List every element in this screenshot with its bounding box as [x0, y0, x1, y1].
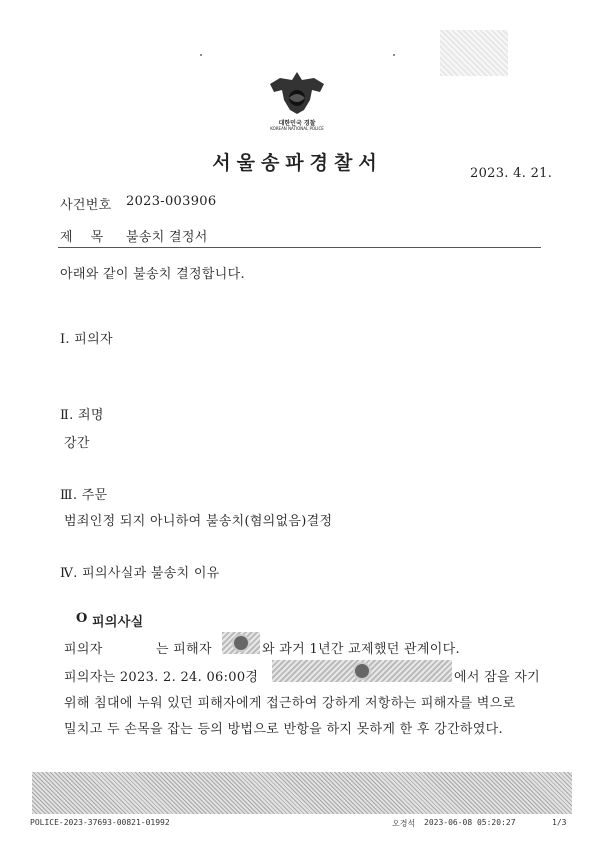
section-2-body: 강간: [64, 436, 90, 451]
dot-mark: [200, 54, 202, 56]
footer-officer-name: 오경석: [392, 819, 416, 828]
corner-stamp: [440, 30, 508, 76]
seal-icon: [353, 662, 371, 680]
police-emblem-logo: [262, 70, 332, 118]
document-date: 2023. 4. 21.: [470, 166, 553, 181]
section-2-title: Ⅱ. 죄명: [60, 408, 104, 423]
facts-line1-c: 와 과거 1년간 교제했던 관계이다.: [262, 642, 460, 657]
emblem-subtext: KOREAN NATIONAL POLICE: [270, 126, 324, 131]
section-3-body: 범죄인정 되지 아니하여 불송치(혐의없음)결정: [64, 514, 333, 529]
header-divider: [58, 247, 541, 248]
footer-timestamp: 2023-06-08 05:20:27: [424, 818, 516, 827]
redaction-mark: [272, 660, 452, 682]
emblem-text: 대한민국 경찰: [278, 120, 316, 127]
intro-text: 아래와 같이 불송치 결정합니다.: [60, 267, 245, 282]
facts-line2-b: 에서 잠을 자기: [454, 670, 541, 685]
facts-line2-a: 피의자는 2023. 2. 24. 06:00경: [64, 670, 259, 685]
facts-heading: 피의사실: [92, 615, 144, 630]
footer-page-number: 1/3: [552, 818, 567, 827]
facts-line4: 밀치고 두 손목을 잡는 등의 방법으로 반항을 하지 못하게 한 후 강간하였다.: [64, 722, 503, 737]
dot-mark: [393, 54, 395, 56]
case-number-value: 2023-003906: [126, 194, 217, 209]
subject-label: 제 목: [60, 230, 104, 245]
facts-line1-a: 피의자: [64, 642, 103, 657]
footer-doc-id: POLICE-2023-37693-00821-01992: [30, 818, 170, 827]
subject-value: 불송치 결정서: [126, 230, 208, 245]
facts-heading-marker: O: [76, 611, 88, 626]
security-pattern: [32, 772, 572, 814]
seal-icon: [232, 634, 250, 652]
case-number-label: 사건번호: [60, 198, 112, 213]
redaction-mark: [222, 632, 260, 654]
section-4-title: Ⅳ. 피의사실과 불송치 이유: [60, 566, 220, 581]
facts-line3: 위해 침대에 누워 있던 피해자에게 접근하여 강하게 저항하는 피해자를 벽으로: [64, 696, 516, 711]
section-3-title: Ⅲ. 주문: [60, 488, 108, 503]
agency-title: 서울송파경찰서: [212, 152, 383, 174]
facts-line1-b: 는 피해자: [156, 642, 212, 657]
section-1-title: Ⅰ. 피의자: [60, 332, 113, 347]
